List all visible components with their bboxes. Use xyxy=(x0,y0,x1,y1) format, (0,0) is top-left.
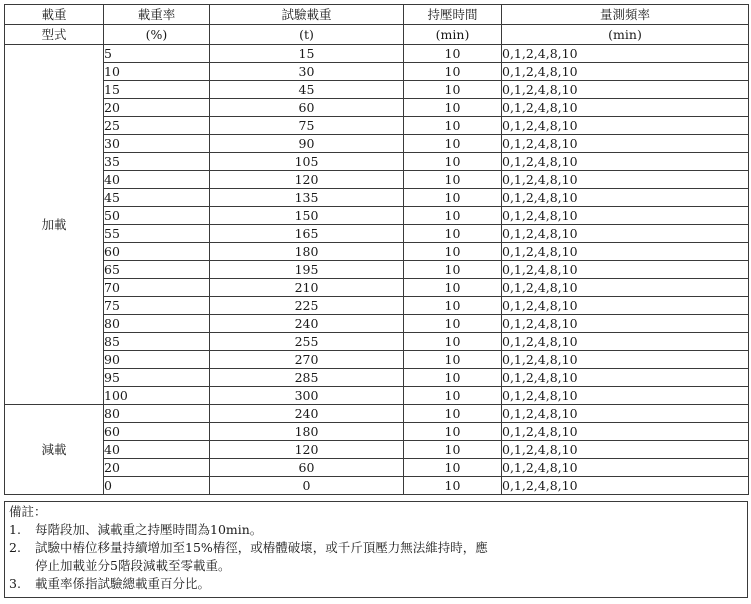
test-load-cell: 120 xyxy=(210,441,404,459)
table-row xyxy=(5,153,749,171)
load-rate-cell: 55 xyxy=(104,225,210,243)
table-row xyxy=(5,81,749,99)
test-load-cell: 240 xyxy=(210,405,404,423)
table-row xyxy=(5,315,749,333)
measure-frequency-cell: 0,1,2,4,8,10 xyxy=(502,135,749,153)
table-header xyxy=(5,5,749,45)
hold-time-cell: 10 xyxy=(404,189,502,207)
table-row xyxy=(5,207,749,225)
load-rate-cell: 60 xyxy=(104,243,210,261)
header-load-type: 載重 xyxy=(5,5,104,25)
table-row xyxy=(5,387,749,405)
measure-frequency-cell: 0,1,2,4,8,10 xyxy=(502,405,749,423)
test-load-cell: 30 xyxy=(210,63,404,81)
test-load-cell: 255 xyxy=(210,333,404,351)
measure-frequency-cell: 0,1,2,4,8,10 xyxy=(502,171,749,189)
hold-time-cell: 10 xyxy=(404,135,502,153)
notes-title: 備註： xyxy=(9,504,47,519)
header-row-1 xyxy=(5,5,749,25)
test-load-cell: 180 xyxy=(210,243,404,261)
measure-frequency-cell: 0,1,2,4,8,10 xyxy=(502,351,749,369)
note-text: 每階段加、減載重之持壓時間為10min。 xyxy=(35,522,263,537)
table-body xyxy=(5,45,749,495)
test-load-cell: 90 xyxy=(210,135,404,153)
table-row xyxy=(5,351,749,369)
hold-time-cell: 10 xyxy=(404,369,502,387)
load-rate-cell: 25 xyxy=(104,117,210,135)
load-type-cell: 加載 xyxy=(5,45,104,405)
table-row xyxy=(5,405,749,423)
table-row xyxy=(5,99,749,117)
hold-time-cell: 10 xyxy=(404,45,502,63)
measure-frequency-cell: 0,1,2,4,8,10 xyxy=(502,297,749,315)
measure-frequency-cell: 0,1,2,4,8,10 xyxy=(502,261,749,279)
test-load-cell: 210 xyxy=(210,279,404,297)
table-row xyxy=(5,261,749,279)
load-rate-cell: 30 xyxy=(104,135,210,153)
table-row xyxy=(5,225,749,243)
note-number: 3. xyxy=(9,576,21,591)
header-hold-time-unit: (min) xyxy=(404,25,502,45)
header-load-rate-unit: (%) xyxy=(104,25,210,45)
test-load-cell: 285 xyxy=(210,369,404,387)
note-item-3 xyxy=(9,575,747,593)
measure-frequency-cell: 0,1,2,4,8,10 xyxy=(502,81,749,99)
hold-time-cell: 10 xyxy=(404,99,502,117)
measure-frequency-cell: 0,1,2,4,8,10 xyxy=(502,369,749,387)
load-rate-cell: 85 xyxy=(104,333,210,351)
hold-time-cell: 10 xyxy=(404,63,502,81)
measure-frequency-cell: 0,1,2,4,8,10 xyxy=(502,153,749,171)
table-row xyxy=(5,45,749,63)
load-rate-cell: 75 xyxy=(104,297,210,315)
test-load-cell: 120 xyxy=(210,171,404,189)
measure-frequency-cell: 0,1,2,4,8,10 xyxy=(502,315,749,333)
test-load-cell: 270 xyxy=(210,351,404,369)
test-load-cell: 180 xyxy=(210,423,404,441)
test-load-cell: 15 xyxy=(210,45,404,63)
measure-frequency-cell: 0,1,2,4,8,10 xyxy=(502,279,749,297)
table-row xyxy=(5,441,749,459)
table-row xyxy=(5,459,749,477)
hold-time-cell: 10 xyxy=(404,351,502,369)
test-load-cell: 105 xyxy=(210,153,404,171)
load-rate-cell: 90 xyxy=(104,351,210,369)
note-number: 2. xyxy=(9,540,21,555)
load-rate-cell: 0 xyxy=(104,477,210,495)
table-row xyxy=(5,279,749,297)
test-load-cell: 195 xyxy=(210,261,404,279)
hold-time-cell: 10 xyxy=(404,333,502,351)
hold-time-cell: 10 xyxy=(404,459,502,477)
test-load-cell: 60 xyxy=(210,99,404,117)
load-rate-cell: 50 xyxy=(104,207,210,225)
load-rate-cell: 20 xyxy=(104,459,210,477)
header-measure-frequency: 量測頻率 xyxy=(502,5,749,25)
note-item-1 xyxy=(9,521,747,539)
notes-section xyxy=(4,501,748,598)
hold-time-cell: 10 xyxy=(404,405,502,423)
test-load-cell: 165 xyxy=(210,225,404,243)
load-rate-cell: 15 xyxy=(104,81,210,99)
measure-frequency-cell: 0,1,2,4,8,10 xyxy=(502,441,749,459)
test-load-cell: 75 xyxy=(210,117,404,135)
table-row xyxy=(5,297,749,315)
hold-time-cell: 10 xyxy=(404,387,502,405)
hold-time-cell: 10 xyxy=(404,153,502,171)
load-rate-cell: 10 xyxy=(104,63,210,81)
measure-frequency-cell: 0,1,2,4,8,10 xyxy=(502,459,749,477)
header-measure-frequency-unit: (min) xyxy=(502,25,749,45)
table-row xyxy=(5,135,749,153)
measure-frequency-cell: 0,1,2,4,8,10 xyxy=(502,117,749,135)
test-load-cell: 0 xyxy=(210,477,404,495)
test-load-cell: 60 xyxy=(210,459,404,477)
table-row xyxy=(5,477,749,495)
test-load-cell: 150 xyxy=(210,207,404,225)
measure-frequency-cell: 0,1,2,4,8,10 xyxy=(502,243,749,261)
measure-frequency-cell: 0,1,2,4,8,10 xyxy=(502,477,749,495)
table-row xyxy=(5,243,749,261)
measure-frequency-cell: 0,1,2,4,8,10 xyxy=(502,99,749,117)
header-test-load-unit: (t) xyxy=(210,25,404,45)
note-text: 試驗中樁位移量持續增加至15%樁徑，或樁體破壞，或千斤頂壓力無法維持時，應 xyxy=(35,540,488,555)
table-row xyxy=(5,369,749,387)
hold-time-cell: 10 xyxy=(404,315,502,333)
hold-time-cell: 10 xyxy=(404,261,502,279)
load-rate-cell: 40 xyxy=(104,171,210,189)
measure-frequency-cell: 0,1,2,4,8,10 xyxy=(502,333,749,351)
header-test-load: 試驗載重 xyxy=(210,5,404,25)
measure-frequency-cell: 0,1,2,4,8,10 xyxy=(502,63,749,81)
test-load-cell: 225 xyxy=(210,297,404,315)
load-rate-cell: 5 xyxy=(104,45,210,63)
load-rate-cell: 70 xyxy=(104,279,210,297)
load-schedule-table xyxy=(4,4,749,495)
test-load-cell: 240 xyxy=(210,315,404,333)
table-row xyxy=(5,63,749,81)
measure-frequency-cell: 0,1,2,4,8,10 xyxy=(502,189,749,207)
hold-time-cell: 10 xyxy=(404,171,502,189)
hold-time-cell: 10 xyxy=(404,441,502,459)
hold-time-cell: 10 xyxy=(404,207,502,225)
hold-time-cell: 10 xyxy=(404,225,502,243)
table-row xyxy=(5,333,749,351)
hold-time-cell: 10 xyxy=(404,243,502,261)
header-row-2 xyxy=(5,25,749,45)
note-number: 1. xyxy=(9,522,21,537)
note-item-2 xyxy=(9,539,747,557)
note-text: 載重率係指試驗總載重百分比。 xyxy=(35,576,211,591)
table-row xyxy=(5,171,749,189)
load-rate-cell: 100 xyxy=(104,387,210,405)
load-rate-cell: 65 xyxy=(104,261,210,279)
load-rate-cell: 35 xyxy=(104,153,210,171)
table-row xyxy=(5,117,749,135)
test-load-cell: 135 xyxy=(210,189,404,207)
load-rate-cell: 45 xyxy=(104,189,210,207)
table-row xyxy=(5,189,749,207)
load-rate-cell: 40 xyxy=(104,441,210,459)
hold-time-cell: 10 xyxy=(404,279,502,297)
load-rate-cell: 20 xyxy=(104,99,210,117)
measure-frequency-cell: 0,1,2,4,8,10 xyxy=(502,423,749,441)
header-hold-time: 持壓時間 xyxy=(404,5,502,25)
hold-time-cell: 10 xyxy=(404,297,502,315)
measure-frequency-cell: 0,1,2,4,8,10 xyxy=(502,45,749,63)
load-type-cell: 減載 xyxy=(5,405,104,495)
test-load-cell: 300 xyxy=(210,387,404,405)
hold-time-cell: 10 xyxy=(404,117,502,135)
test-load-cell: 45 xyxy=(210,81,404,99)
measure-frequency-cell: 0,1,2,4,8,10 xyxy=(502,207,749,225)
table-row xyxy=(5,423,749,441)
note-item-2-continued: 停止加載並分5階段減載至零載重。 xyxy=(35,558,231,573)
hold-time-cell: 10 xyxy=(404,477,502,495)
hold-time-cell: 10 xyxy=(404,81,502,99)
header-load-type-line2: 型式 xyxy=(5,25,104,45)
load-rate-cell: 80 xyxy=(104,315,210,333)
measure-frequency-cell: 0,1,2,4,8,10 xyxy=(502,387,749,405)
measure-frequency-cell: 0,1,2,4,8,10 xyxy=(502,225,749,243)
header-load-rate: 載重率 xyxy=(104,5,210,25)
load-rate-cell: 95 xyxy=(104,369,210,387)
load-rate-cell: 60 xyxy=(104,423,210,441)
hold-time-cell: 10 xyxy=(404,423,502,441)
load-rate-cell: 80 xyxy=(104,405,210,423)
